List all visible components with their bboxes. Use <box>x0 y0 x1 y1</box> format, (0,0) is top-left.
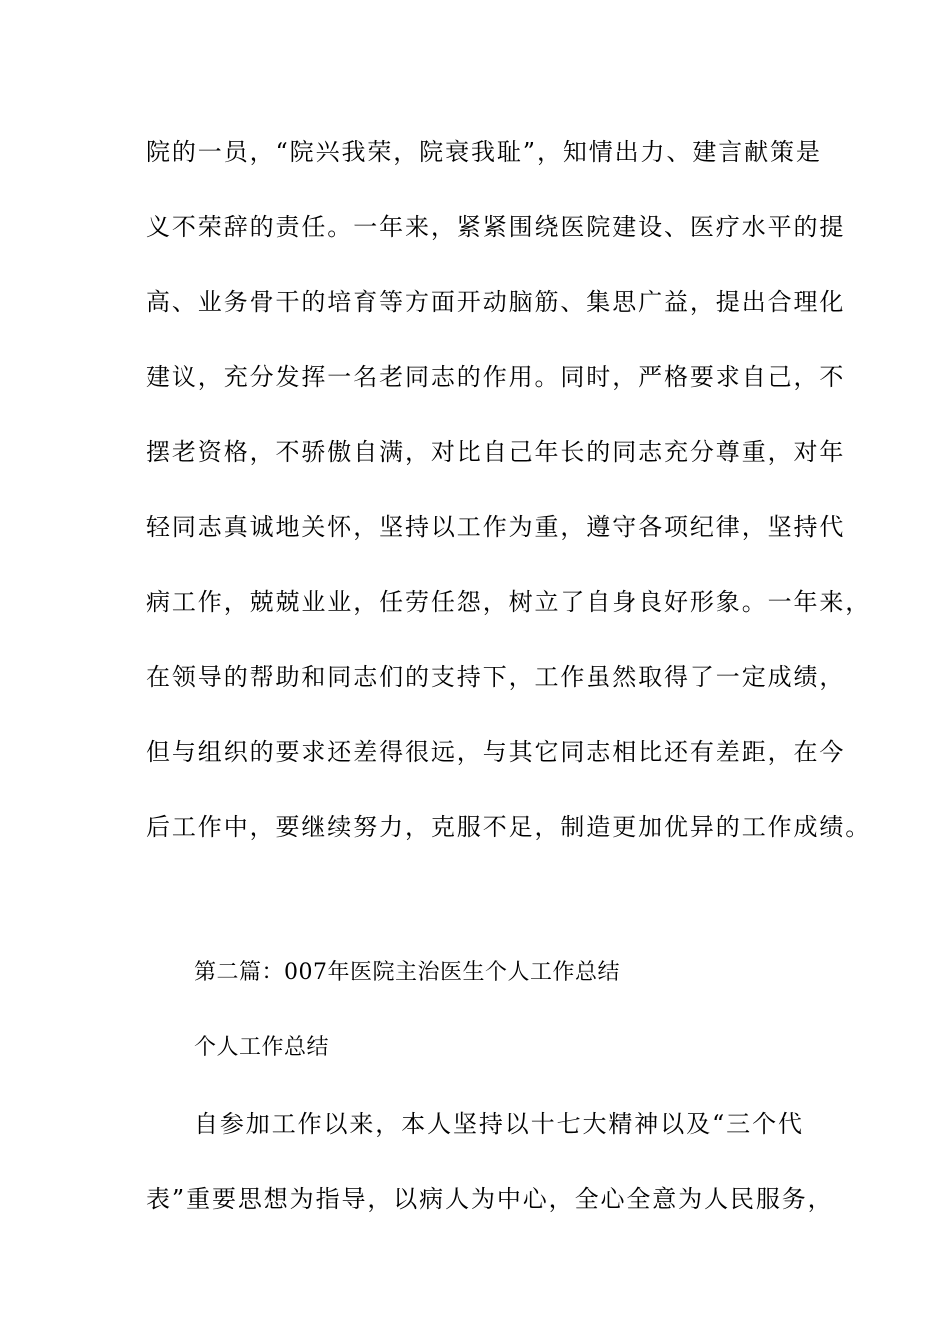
paragraph-line: 高、业务骨干的培育等方面开动脑筋、集思广益，提出合理化 <box>146 288 846 316</box>
paragraph-line: 病工作，兢兢业业，任劳任怨，树立了自身良好形象。一年来， <box>146 588 872 616</box>
paragraph-line: 建议，充分发挥一名老同志的作用。同时，严格要求自己，不 <box>146 363 846 391</box>
paragraph-line: 后工作中，要继续努力，克服不足，制造更加优异的工作成绩。 <box>146 813 872 841</box>
paragraph-line: 摆老资格，不骄傲自满，对比自己年长的同志充分尊重，对年 <box>146 438 846 466</box>
paragraph-line: 院的一员，“院兴我荣，院衰我耻”，知情出力、建言献策是 <box>146 138 822 166</box>
paragraph-line: 但与组织的要求还差得很远，与其它同志相比还有差距，在今 <box>146 738 846 766</box>
paragraph-line: 自参加工作以来，本人坚持以十七大精神以及“三个代 <box>194 1110 804 1138</box>
section-title: 第二篇：007年医院主治医生个人工作总结 <box>194 960 620 985</box>
paragraph-line: 义不荣辞的责任。一年来，紧紧围绕医院建设、医疗水平的提 <box>146 213 846 241</box>
paragraph-line: 轻同志真诚地关怀，坚持以工作为重，遵守各项纪律，坚持代 <box>146 513 846 541</box>
paragraph-line: 在领导的帮助和同志们的支持下，工作虽然取得了一定成绩， <box>146 663 846 691</box>
subtitle: 个人工作总结 <box>194 1035 330 1060</box>
paragraph-line: 表”重要思想为指导，以病人为中心，全心全意为人民服务， <box>146 1185 834 1213</box>
